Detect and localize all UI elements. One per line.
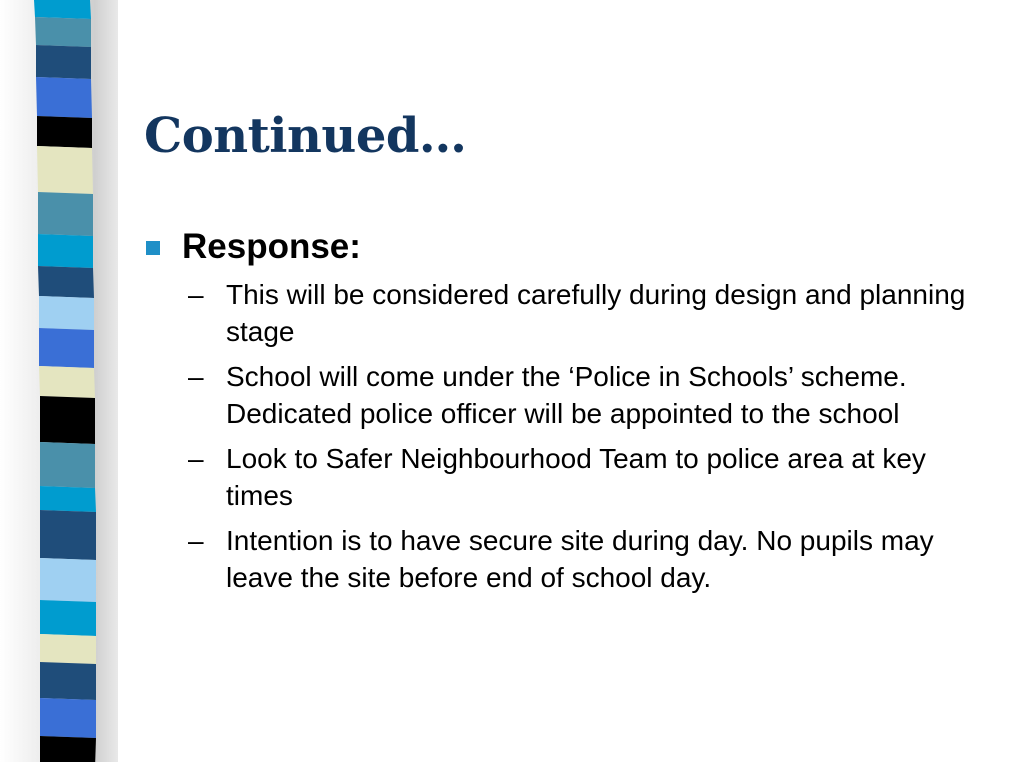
stripe-block <box>39 328 94 368</box>
sub-bullet-item <box>144 440 1004 514</box>
band-bottom-edge <box>0 762 118 768</box>
stripe-block <box>35 17 91 47</box>
stripe-block <box>39 296 94 330</box>
sub-bullet-item <box>144 358 1004 432</box>
stripe-block <box>40 510 96 560</box>
stripe-block <box>40 600 96 636</box>
stripe-block <box>36 77 92 118</box>
stripe-block <box>40 486 96 512</box>
slide-title: Continued… <box>144 108 467 164</box>
dash-bullet-icon: – <box>188 279 204 310</box>
sub-bullet-item <box>144 276 1004 350</box>
stripe-block <box>40 442 95 488</box>
sub-bullet-text: Look to Safer Neighbourhood Team to police area at key times <box>226 443 926 511</box>
stripe-block <box>36 45 91 79</box>
stripe-block <box>39 366 95 398</box>
slide-content <box>144 226 1004 604</box>
stripe-block <box>40 662 96 700</box>
sub-bullet-text: Intention is to have secure site during day. No pupils may leave the site before end of school day. <box>226 525 934 593</box>
stripe-block <box>40 396 95 444</box>
sub-bullet-text: This will be considered carefully during design and planning stage <box>226 279 966 347</box>
stripe-block <box>40 558 96 602</box>
bullet-response <box>144 226 1004 268</box>
stripe-block <box>38 266 94 298</box>
dash-bullet-icon: – <box>188 443 204 474</box>
decorative-stripe-band <box>0 0 118 768</box>
dash-bullet-icon: – <box>188 361 204 392</box>
bullet-heading: Response: <box>182 227 361 266</box>
stripe-block <box>40 634 96 664</box>
stripe-block <box>37 146 93 194</box>
square-bullet-icon <box>146 241 160 255</box>
dash-bullet-icon: – <box>188 525 204 556</box>
stripe-block <box>40 698 96 738</box>
sub-bullet-list <box>144 276 1004 596</box>
stripe-block <box>38 192 93 236</box>
stripe-block <box>37 116 92 148</box>
sub-bullet-text: School will come under the ‘Police in Schools’ scheme. Dedicated police officer will be appointed to the school <box>226 361 907 429</box>
stripe-block <box>34 0 91 19</box>
stripe-block <box>38 234 93 268</box>
sub-bullet-item <box>144 522 1004 596</box>
